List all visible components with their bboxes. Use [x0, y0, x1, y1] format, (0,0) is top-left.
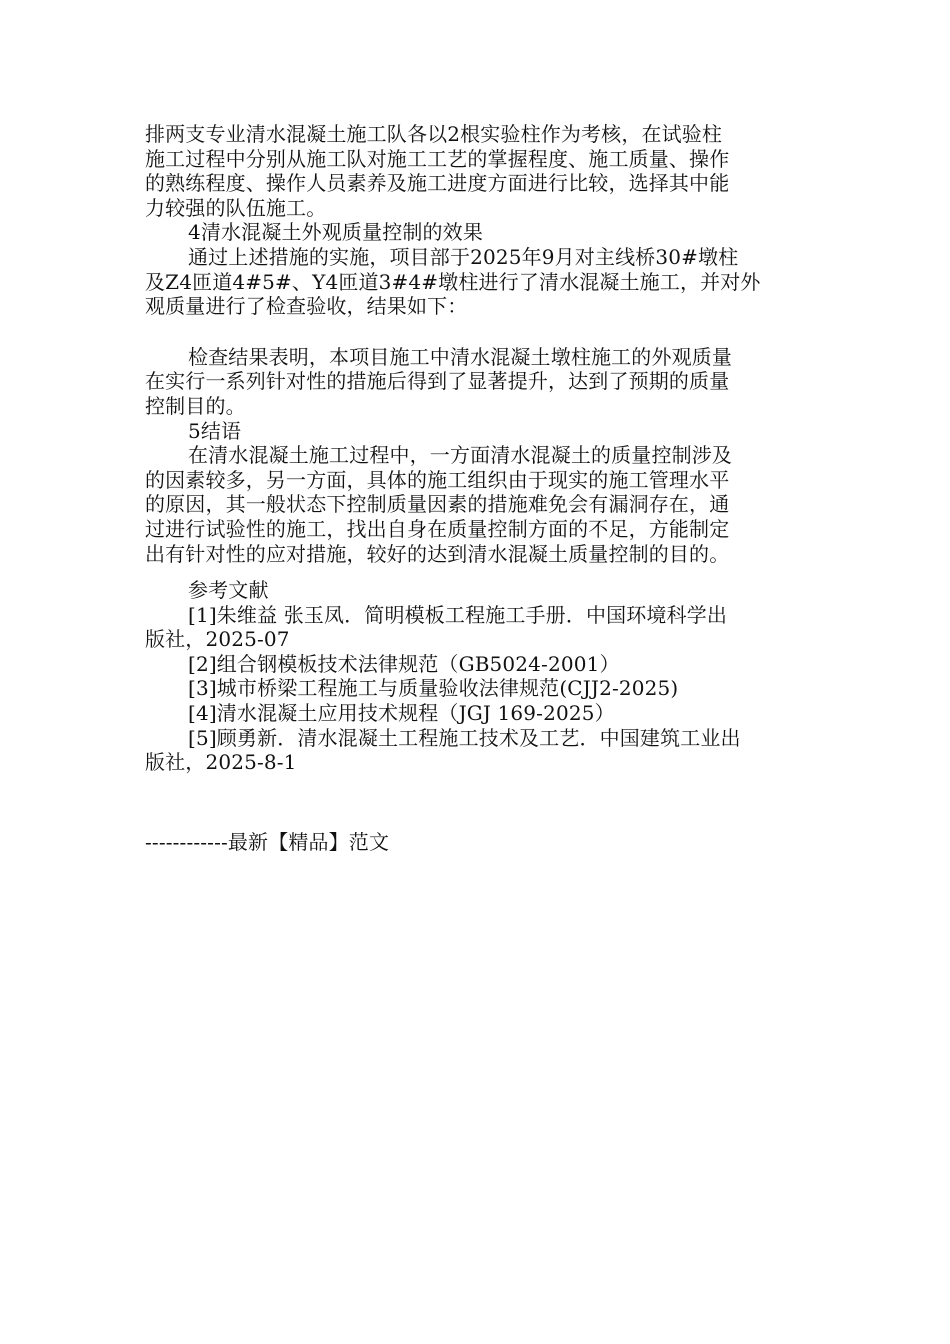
text-line: 在实行一系列针对性的措施后得到了显著提升，达到了预期的质量	[145, 369, 730, 394]
text-line: 的原因，其一般状态下控制质量因素的措施难免会有漏洞存在，通	[145, 492, 730, 517]
text-line: 及Z4匝道4#5#、Y4匝道3#4#墩柱进行了清水混凝土施工，并对外	[145, 269, 761, 294]
text-line: 控制目的。	[145, 393, 246, 418]
reference-item	[145, 726, 805, 775]
reference-item	[145, 652, 805, 677]
text-line: 施工过程中分别从施工队对施工工艺的掌握程度、施工质量、操作	[145, 146, 730, 171]
text-line: 力较强的队伍施工。	[145, 195, 327, 220]
text-line: 排两支专业清水混凝土施工队各以2根实验柱作为考核，在试验柱	[145, 122, 723, 146]
text-line: 版社，2025-07	[145, 627, 290, 652]
references-section	[145, 578, 805, 775]
reference-item	[145, 701, 805, 726]
text-line: 的因素较多，另一方面，具体的施工组织由于现实的施工管理水平	[145, 467, 730, 492]
text-line: 版社，2025-8-1	[145, 750, 297, 775]
text-line: [1]朱维益 张玉凤．简明模板工程施工手册．中国环境科学出	[188, 602, 728, 627]
text-line: [4]清水混凝土应用技术规程（JGJ 169-2025）	[188, 701, 615, 726]
references-heading: 参考文献	[188, 578, 269, 603]
footer-text: ------------最新【精品】范文	[145, 829, 390, 854]
reference-item	[145, 676, 805, 701]
paragraph-conclusion	[145, 443, 805, 566]
text-line: 在清水混凝土施工过程中，一方面清水混凝土的质量控制涉及	[188, 443, 733, 468]
paragraph-implementation	[145, 245, 805, 319]
text-line: [5]顾勇新．清水混凝土工程施工技术及工艺．中国建筑工业出	[188, 725, 741, 750]
section-heading-4: 4清水混凝土外观质量控制的效果	[188, 220, 483, 245]
text-line: 观质量进行了检查验收，结果如下：	[145, 294, 468, 319]
paragraph-team-selection	[145, 122, 805, 220]
reference-item	[145, 603, 805, 652]
paragraph-inspection-result	[145, 345, 805, 419]
text-line: 通过上述措施的实施，项目部于2025年9月对主线桥30#墩柱	[188, 244, 739, 269]
text-line: [3]城市桥梁工程施工与质量验收法律规范(CJJ2-2025)	[188, 676, 679, 701]
text-line: [2]组合钢模板技术法律规范（GB5024-2001）	[188, 651, 620, 676]
document-page	[145, 122, 805, 854]
text-line: 过进行试验性的施工，找出自身在质量控制方面的不足，方能制定	[145, 516, 730, 541]
text-line: 出有针对性的应对措施，较好的达到清水混凝土质量控制的目的。	[145, 541, 730, 566]
text-line: 检查结果表明，本项目施工中清水混凝土墩柱施工的外观质量	[188, 344, 733, 369]
text-line: 的熟练程度、操作人员素养及施工进度方面进行比较，选择其中能	[145, 171, 730, 196]
section-heading-5: 5结语	[188, 418, 242, 443]
